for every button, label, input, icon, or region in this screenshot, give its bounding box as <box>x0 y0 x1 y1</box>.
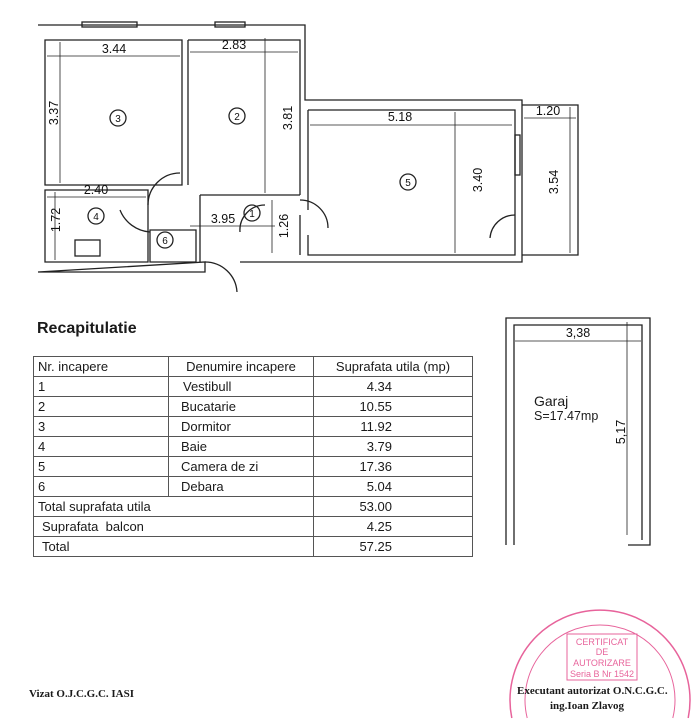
table-row <box>34 397 473 417</box>
room6-walls <box>150 230 196 262</box>
footer-executant: Executant autorizat O.N.C.G.C. <box>517 685 668 697</box>
dim-label: 3.54 <box>547 169 561 195</box>
stamp-line: Seria B Nr 1542 <box>569 669 635 679</box>
garage-label: Garaj <box>534 393 569 409</box>
cell: 57.25 <box>314 537 473 557</box>
cell: 17.36 <box>314 457 473 477</box>
dim-label: 2.83 <box>221 38 247 52</box>
dim-label: 5.18 <box>387 110 413 124</box>
total-row <box>34 537 473 557</box>
table-row <box>34 377 473 397</box>
room-number: 5 <box>405 178 411 189</box>
dim-label: 3.40 <box>471 167 485 193</box>
room-number: 1 <box>249 209 255 220</box>
recap-title: Recapitulatie <box>37 320 137 337</box>
table-header <box>34 357 473 377</box>
room-number: 4 <box>93 212 99 223</box>
stamp-line: CERTIFICAT <box>575 637 629 647</box>
header-cell: Suprafata utila (mp) <box>314 357 473 377</box>
garage-outline <box>506 318 650 545</box>
cell: 4.34 <box>314 377 473 397</box>
cell: Suprafata balcon <box>34 517 314 537</box>
header-cell: Nr. incapere <box>34 357 169 377</box>
cell: 4 <box>34 437 169 457</box>
dim-label: 1.20 <box>535 104 561 118</box>
table-row <box>34 417 473 437</box>
dim-label: 3,38 <box>565 326 591 340</box>
cell: Dormitor <box>169 417 314 437</box>
fixture <box>75 240 100 256</box>
garage-area: S=17.47mp <box>534 409 599 423</box>
dim-label: 1.72 <box>49 207 63 233</box>
cell: Vestibull <box>169 377 314 397</box>
cell: 4.25 <box>314 517 473 537</box>
window <box>515 135 520 175</box>
cell: 1 <box>34 377 169 397</box>
stamp-line: AUTORIZARE <box>573 658 631 668</box>
cell: 10.55 <box>314 397 473 417</box>
stamp-line: DE <box>595 647 609 657</box>
total-row <box>34 517 473 537</box>
dim-label: 3.81 <box>281 105 295 131</box>
dim-label: 3.37 <box>47 100 61 126</box>
footer-engineer: ing.Ioan Zlavog <box>550 700 624 712</box>
cell: Total <box>34 537 314 557</box>
room-number: 3 <box>115 114 121 125</box>
cell: Bucatarie <box>169 397 314 417</box>
recap-table <box>33 356 473 557</box>
cell: 5.04 <box>314 477 473 497</box>
cell: 3.79 <box>314 437 473 457</box>
cell: Debara <box>169 477 314 497</box>
dim-label: 1.26 <box>277 213 291 239</box>
cell: 2 <box>34 397 169 417</box>
door-swing <box>120 173 515 292</box>
table-row <box>34 457 473 477</box>
table-row <box>34 477 473 497</box>
dim-label: 5,17 <box>614 419 628 445</box>
total-row <box>34 497 473 517</box>
cell: 3 <box>34 417 169 437</box>
cell: 11.92 <box>314 417 473 437</box>
cell: Baie <box>169 437 314 457</box>
cell: 53.00 <box>314 497 473 517</box>
dim-label: 3.95 <box>210 212 236 226</box>
cell: Camera de zi <box>169 457 314 477</box>
cell: 6 <box>34 477 169 497</box>
header-cell: Denumire incapere <box>169 357 314 377</box>
room-number: 2 <box>234 112 240 123</box>
cell: 5 <box>34 457 169 477</box>
room-number: 6 <box>162 236 168 247</box>
inner-outline <box>45 40 300 195</box>
table-row <box>34 437 473 457</box>
footer-vizat: Vizat O.J.C.G.C. IASI <box>29 688 135 700</box>
dim-label: 3.44 <box>101 42 127 56</box>
cell: Total suprafata utila <box>34 497 314 517</box>
dim-label: 2.40 <box>83 183 109 197</box>
